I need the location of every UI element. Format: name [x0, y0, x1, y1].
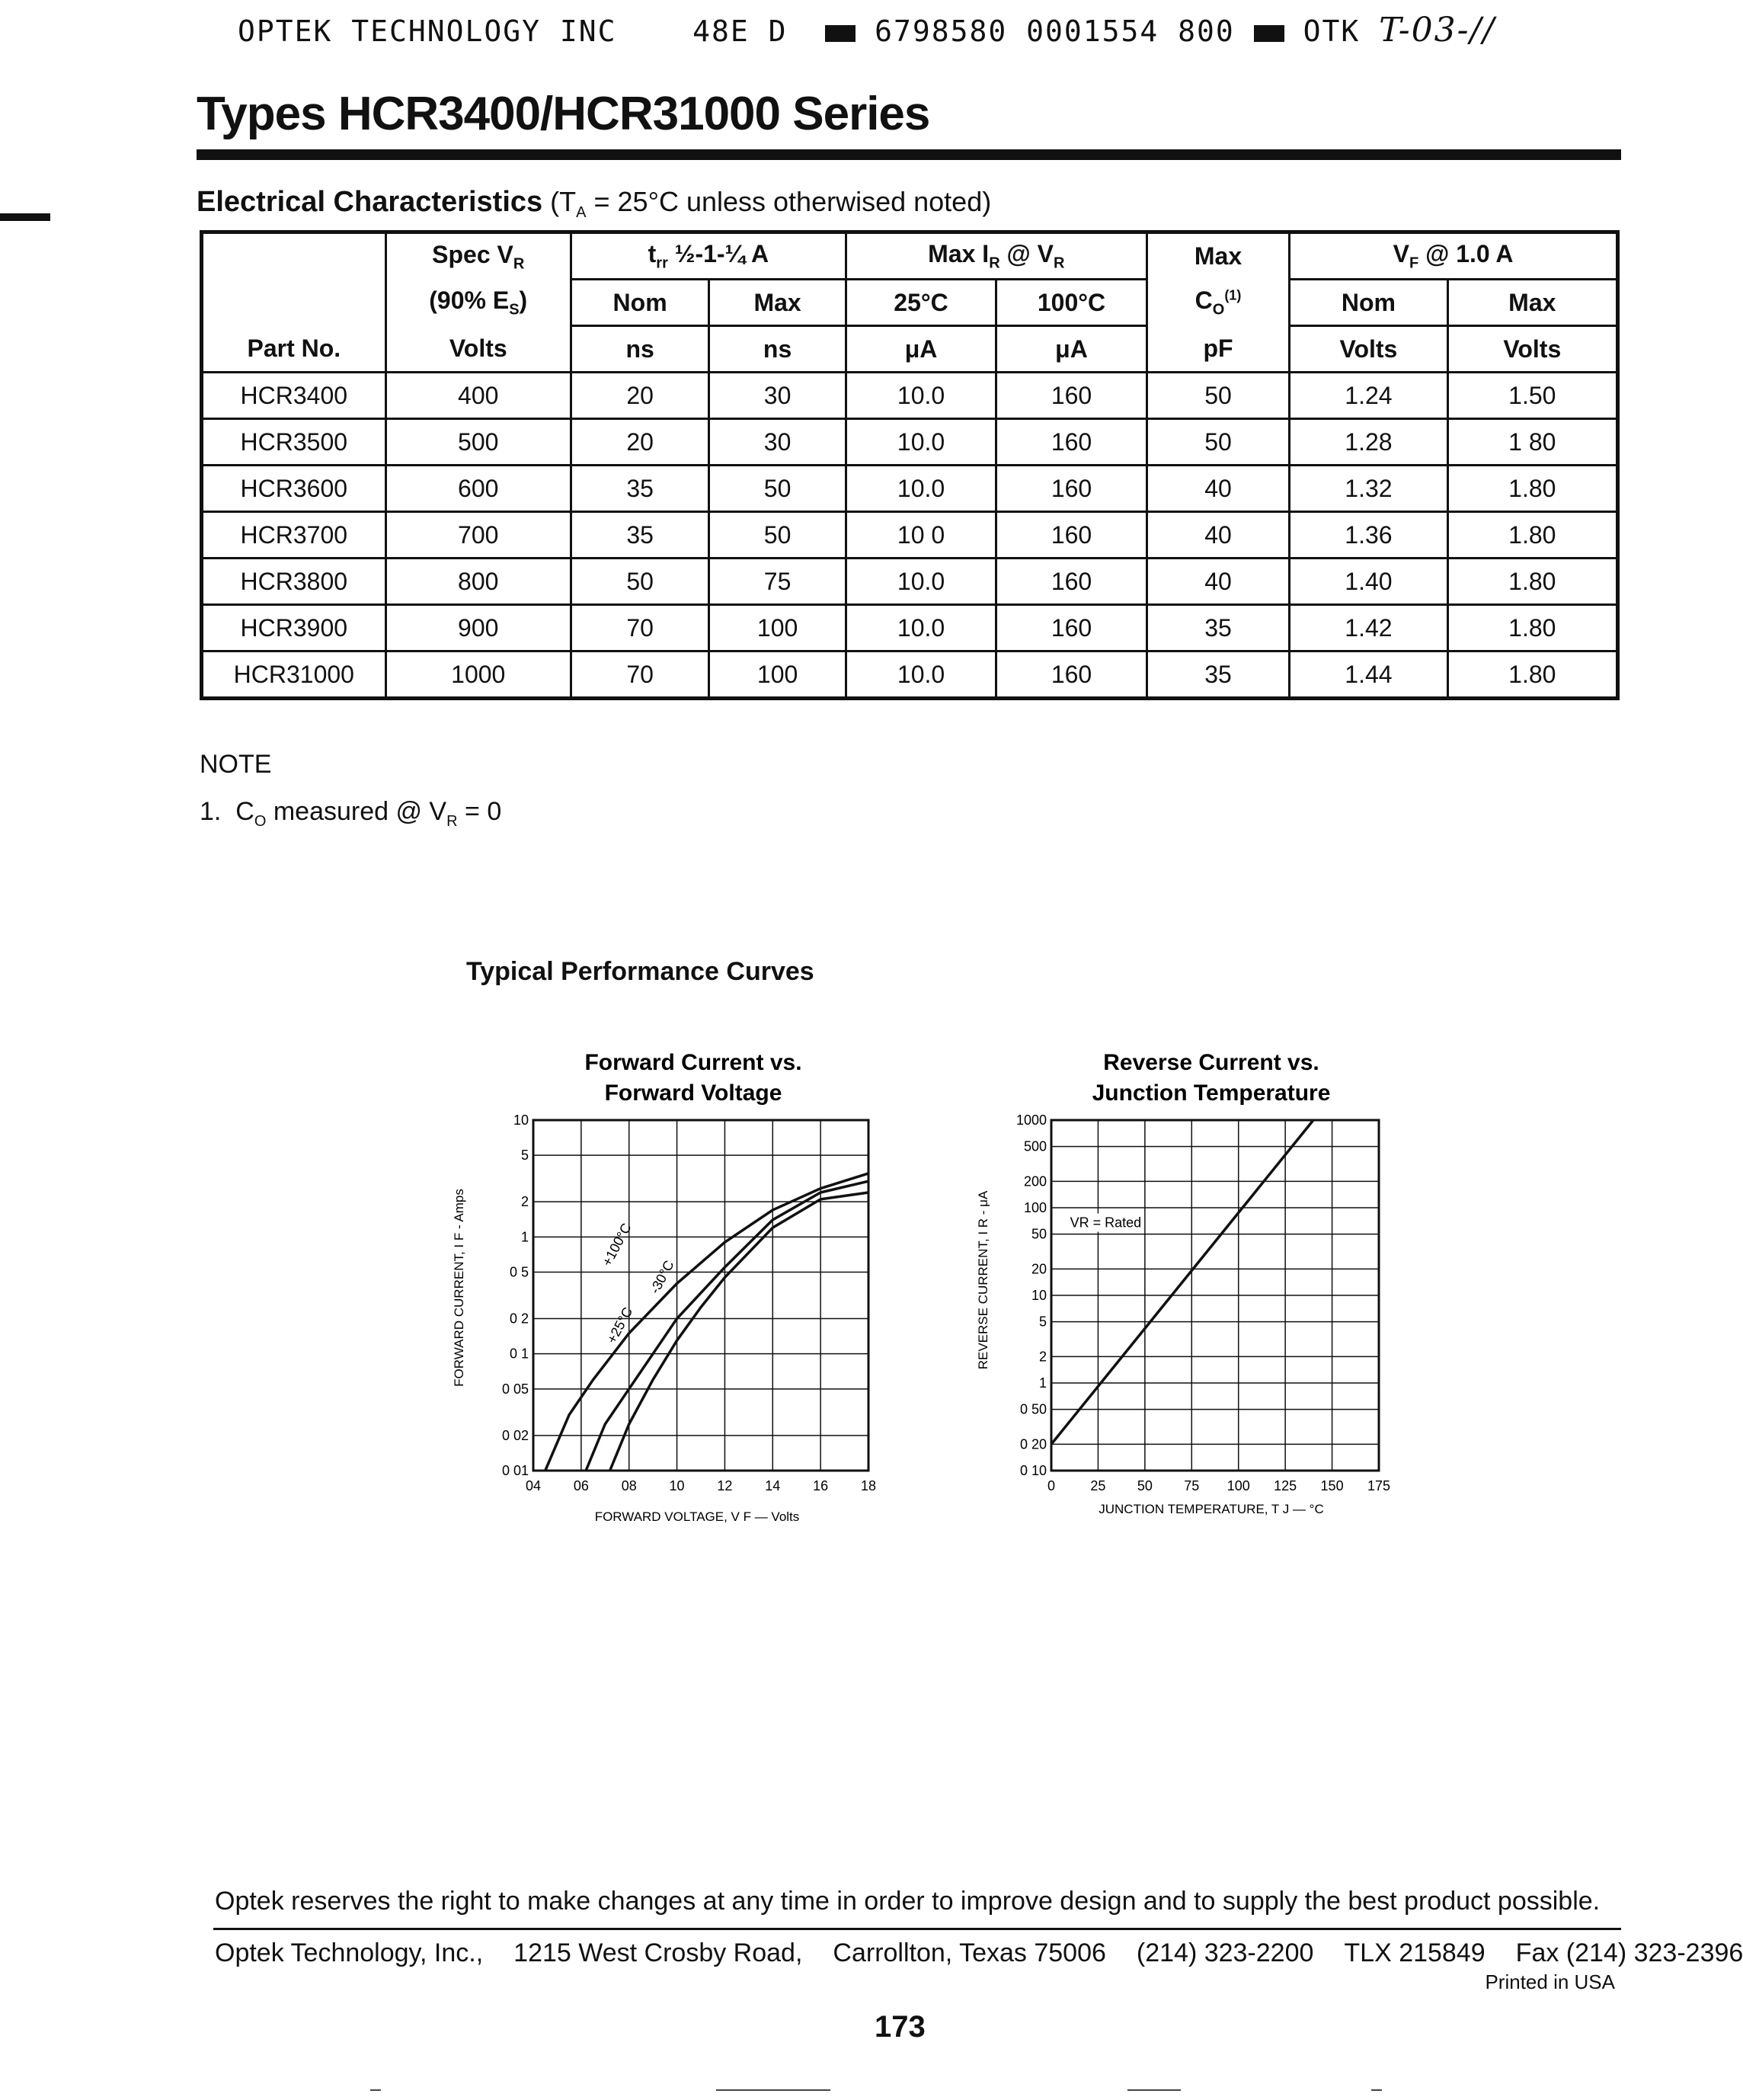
- plot-frame: [533, 1120, 868, 1471]
- performance-curves-title: Typical Performance Curves: [466, 957, 814, 986]
- x-tick-label: 50: [1137, 1478, 1153, 1493]
- table-cell: HCR3800: [202, 559, 386, 605]
- y-tick-label: 0 2: [509, 1311, 529, 1327]
- header-unit-ua-2: μA: [996, 326, 1147, 373]
- x-tick-label: 75: [1184, 1478, 1200, 1493]
- header-ir-100: 100°C: [996, 280, 1147, 326]
- x-tick-label: 150: [1320, 1478, 1344, 1493]
- header-max-cap: Max: [1147, 232, 1289, 280]
- x-tick-label: 10: [669, 1478, 685, 1493]
- table-header-row-2: [202, 280, 1618, 326]
- table-cell: 160: [996, 512, 1147, 559]
- x-tick-label: 12: [717, 1478, 733, 1493]
- header-cap-co: $C_O^{(1)}$: [1147, 280, 1289, 326]
- table-header-row-1: [202, 232, 1618, 280]
- header-code2: 6798580 0001554 800: [875, 14, 1235, 48]
- table-cell: 35: [1147, 651, 1289, 699]
- series-line-1: [545, 1173, 868, 1471]
- table-header-row-3: [202, 326, 1618, 373]
- table-cell: HCR3600: [202, 466, 386, 512]
- table-cell: 1.80: [1447, 512, 1617, 559]
- table-cell: 1.28: [1290, 419, 1447, 466]
- table-cell: 35: [571, 466, 709, 512]
- table-cell: 400: [385, 373, 571, 419]
- footer-disclaimer: Optek reserves the right to make changes at any time in order to improve design and to supply the best product possible.: [215, 1887, 1601, 1916]
- table-row: [202, 651, 1618, 699]
- page-number: 173: [875, 2010, 926, 2044]
- footer-address: [215, 1938, 1743, 1968]
- reverse-current-chart: [960, 1044, 1417, 1532]
- table-row: [202, 512, 1618, 559]
- x-tick-label: 175: [1367, 1478, 1391, 1493]
- header-unit-volts-3: Volts: [1447, 326, 1617, 373]
- x-tick-label: 25: [1090, 1478, 1106, 1493]
- footer-city: Carrollton, Texas 75006: [833, 1938, 1106, 1967]
- header-unit-volts-2: Volts: [1290, 326, 1447, 373]
- table-cell: 1.50: [1447, 373, 1617, 419]
- margin-mark: [0, 213, 50, 221]
- header-line: [238, 11, 1495, 50]
- y-tick-label: 1: [1038, 1375, 1047, 1391]
- y-tick-label: 50: [1031, 1226, 1047, 1242]
- header-ir-25: 25°C: [846, 280, 996, 326]
- header-trr-max: Max: [709, 280, 846, 326]
- table-cell: 160: [996, 466, 1147, 512]
- table-cell: 35: [571, 512, 709, 559]
- table-cell: 1.24: [1290, 373, 1447, 419]
- x-tick-label: 04: [525, 1478, 542, 1493]
- table-cell: 1.32: [1290, 466, 1447, 512]
- y-tick-label: 10: [1031, 1288, 1047, 1303]
- table-cell: 20: [571, 373, 709, 419]
- y-tick-label: 2: [520, 1194, 529, 1210]
- header-spec-vr: Spec $V_R$: [385, 232, 571, 280]
- table-row: [202, 466, 1618, 512]
- table-cell: 10.0: [846, 559, 996, 605]
- x-tick-label: 06: [573, 1478, 589, 1493]
- header-block-icon-2: [1254, 25, 1284, 42]
- header-unit-ns-2: ns: [709, 326, 846, 373]
- footer-rule: [213, 1928, 1621, 1930]
- section-heading-text: Electrical Characteristics: [197, 186, 543, 218]
- section-heading: [197, 186, 991, 222]
- header-vf-nom: Nom: [1290, 280, 1447, 326]
- header-blank: [202, 232, 386, 280]
- y-tick-label: 100: [1023, 1200, 1047, 1215]
- y-tick-label: 20: [1031, 1261, 1047, 1277]
- table-cell: 1.44: [1290, 651, 1447, 699]
- table-cell: 75: [709, 559, 846, 605]
- series-line-1: [1051, 1120, 1313, 1444]
- table-cell: HCR3700: [202, 512, 386, 559]
- table-cell: 10.0: [846, 373, 996, 419]
- title-rule: [197, 149, 1621, 160]
- y-tick-label: 0 5: [509, 1264, 529, 1280]
- chart-title-line-2: Junction Temperature: [1092, 1080, 1331, 1106]
- footer-fax: Fax (214) 323-2396: [1515, 1938, 1743, 1967]
- table-cell: 50: [709, 466, 846, 512]
- table-cell: 160: [996, 605, 1147, 651]
- table-row: [202, 419, 1618, 466]
- x-axis-label: JUNCTION TEMPERATURE, T J — °C: [1099, 1502, 1324, 1516]
- table-cell: 1.80: [1447, 605, 1617, 651]
- table-cell: HCR31000: [202, 651, 386, 699]
- header-vf: $V_F$ @ 1.0 A: [1290, 232, 1618, 280]
- curve-annotation: +25°C: [603, 1304, 636, 1346]
- table-cell: 50: [1147, 373, 1289, 419]
- table-cell: 1.42: [1290, 605, 1447, 651]
- table-cell: 50: [1147, 419, 1289, 466]
- y-axis-label: REVERSE CURRENT, I R - μA: [976, 1190, 990, 1370]
- table-cell: 10.0: [846, 605, 996, 651]
- curve-annotation: VR = Rated: [1070, 1215, 1142, 1231]
- scan-mark: [370, 2089, 381, 2091]
- table-cell: 10 0: [846, 512, 996, 559]
- header-unit-ns: ns: [571, 326, 709, 373]
- table-cell: 10.0: [846, 651, 996, 699]
- table-cell: 70: [571, 605, 709, 651]
- header-unit-pf: pF: [1147, 326, 1289, 373]
- y-tick-label: 1000: [1015, 1112, 1047, 1128]
- scan-mark: [716, 2089, 830, 2091]
- table-cell: 40: [1147, 512, 1289, 559]
- header-part-no: Part No.: [202, 326, 386, 373]
- header-unit-ua: μA: [846, 326, 996, 373]
- series-line-3: [610, 1192, 868, 1471]
- x-tick-label: 0: [1047, 1478, 1056, 1493]
- table-row: [202, 605, 1618, 651]
- header-code3: OTK: [1303, 14, 1361, 48]
- scan-mark: [1371, 2089, 1382, 2091]
- table-row: [202, 373, 1618, 419]
- table-cell: 40: [1147, 466, 1289, 512]
- x-tick-label: 08: [621, 1478, 637, 1493]
- header-block-icon: [825, 25, 856, 42]
- table-cell: 10.0: [846, 466, 996, 512]
- table-cell: 100: [709, 651, 846, 699]
- footer-tlx: TLX 215849: [1344, 1938, 1486, 1967]
- x-tick-label: 100: [1226, 1478, 1250, 1493]
- table-cell: 30: [709, 419, 846, 466]
- table-cell: 50: [571, 559, 709, 605]
- header-handwritten: T-03-//: [1379, 11, 1496, 50]
- table-cell: 1.80: [1447, 466, 1617, 512]
- curve-annotation: -30°C: [647, 1257, 677, 1297]
- y-tick-label: 10: [513, 1112, 529, 1128]
- header-company: OPTEK TECHNOLOGY INC: [238, 14, 617, 48]
- table-cell: 1.40: [1290, 559, 1447, 605]
- x-tick-label: 16: [813, 1478, 829, 1493]
- table-cell: 40: [1147, 559, 1289, 605]
- table-cell: 100: [709, 605, 846, 651]
- chart-title-line-1: Reverse Current vs.: [1103, 1050, 1319, 1075]
- header-max-ir: Max $I_R$ @ $V_R$: [846, 232, 1147, 280]
- printed-in: Printed in USA: [1485, 1970, 1615, 1993]
- chart-title-line-2: Forward Voltage: [604, 1080, 782, 1106]
- table-cell: HCR3500: [202, 419, 386, 466]
- y-tick-label: 0 01: [501, 1463, 529, 1478]
- electrical-characteristics-table: [200, 230, 1620, 700]
- table-cell: 1.80: [1447, 651, 1617, 699]
- header-code1: 48E D: [692, 14, 788, 48]
- y-tick-label: 0 10: [1019, 1463, 1047, 1478]
- table-cell: 160: [996, 373, 1147, 419]
- table-cell: 20: [571, 419, 709, 466]
- header-trr: $t_{rr}$ ½-1-¼ A: [571, 232, 846, 280]
- footer-company: Optek Technology, Inc.,: [215, 1938, 484, 1967]
- note-title: NOTE: [200, 750, 272, 779]
- table-cell: 35: [1147, 605, 1289, 651]
- table-cell: 70: [571, 651, 709, 699]
- table-cell: 10.0: [846, 419, 996, 466]
- table-row: [202, 559, 1618, 605]
- y-tick-label: 1: [520, 1229, 529, 1245]
- table-cell: 500: [385, 419, 571, 466]
- table-cell: 160: [996, 651, 1147, 699]
- header-spec-es: (90% $E_S$): [385, 280, 571, 326]
- table-cell: 1 80: [1447, 419, 1617, 466]
- table-cell: 160: [996, 559, 1147, 605]
- footer-street: 1215 West Crosby Road,: [513, 1938, 803, 1967]
- table-cell: HCR3400: [202, 373, 386, 419]
- y-tick-label: 200: [1023, 1173, 1047, 1189]
- y-tick-label: 500: [1023, 1138, 1047, 1154]
- x-tick-label: 18: [860, 1478, 877, 1493]
- y-tick-label: 0 05: [501, 1381, 529, 1397]
- y-tick-label: 0 02: [501, 1427, 529, 1443]
- table-cell: 1.36: [1290, 512, 1447, 559]
- scan-mark: [1127, 2089, 1181, 2091]
- table-cell: 800: [385, 559, 571, 605]
- curve-annotation: +100°C: [599, 1220, 635, 1269]
- note-item: 1. $C_O$ measured @ $V_R = 0$: [200, 797, 502, 830]
- forward-current-chart: [442, 1044, 914, 1532]
- header-trr-nom: Nom: [571, 280, 709, 326]
- table-cell: 50: [709, 512, 846, 559]
- y-tick-label: 5: [520, 1148, 529, 1164]
- header-unit-volts: Volts: [385, 326, 571, 373]
- y-tick-label: 5: [1038, 1314, 1047, 1330]
- table-cell: 700: [385, 512, 571, 559]
- y-tick-label: 0 20: [1019, 1436, 1047, 1452]
- section-condition: ($T_A = 25^\circ C$ unless otherwised noted): [550, 186, 992, 222]
- table-cell: 600: [385, 466, 571, 512]
- table-cell: 1000: [385, 651, 571, 699]
- y-tick-label: 0 50: [1019, 1401, 1047, 1417]
- table-cell: 1.80: [1447, 559, 1617, 605]
- y-tick-label: 0 1: [509, 1346, 529, 1362]
- x-tick-label: 125: [1274, 1478, 1297, 1493]
- header-vf-max: Max: [1447, 280, 1617, 326]
- table-cell: HCR3900: [202, 605, 386, 651]
- table-cell: 160: [996, 419, 1147, 466]
- y-tick-label: 2: [1038, 1349, 1047, 1365]
- x-tick-label: 14: [765, 1478, 781, 1493]
- x-axis-label: FORWARD VOLTAGE, V F — Volts: [594, 1509, 800, 1524]
- table-cell: 900: [385, 605, 571, 651]
- table-cell: 30: [709, 373, 846, 419]
- footer-phone: (214) 323-2200: [1136, 1938, 1314, 1967]
- chart-title-line-1: Forward Current vs.: [584, 1050, 802, 1075]
- y-axis-label: FORWARD CURRENT, I F - Amps: [452, 1189, 466, 1387]
- page-title: Types HCR3400/HCR31000 Series: [197, 88, 930, 140]
- header-blank-2: [202, 280, 386, 326]
